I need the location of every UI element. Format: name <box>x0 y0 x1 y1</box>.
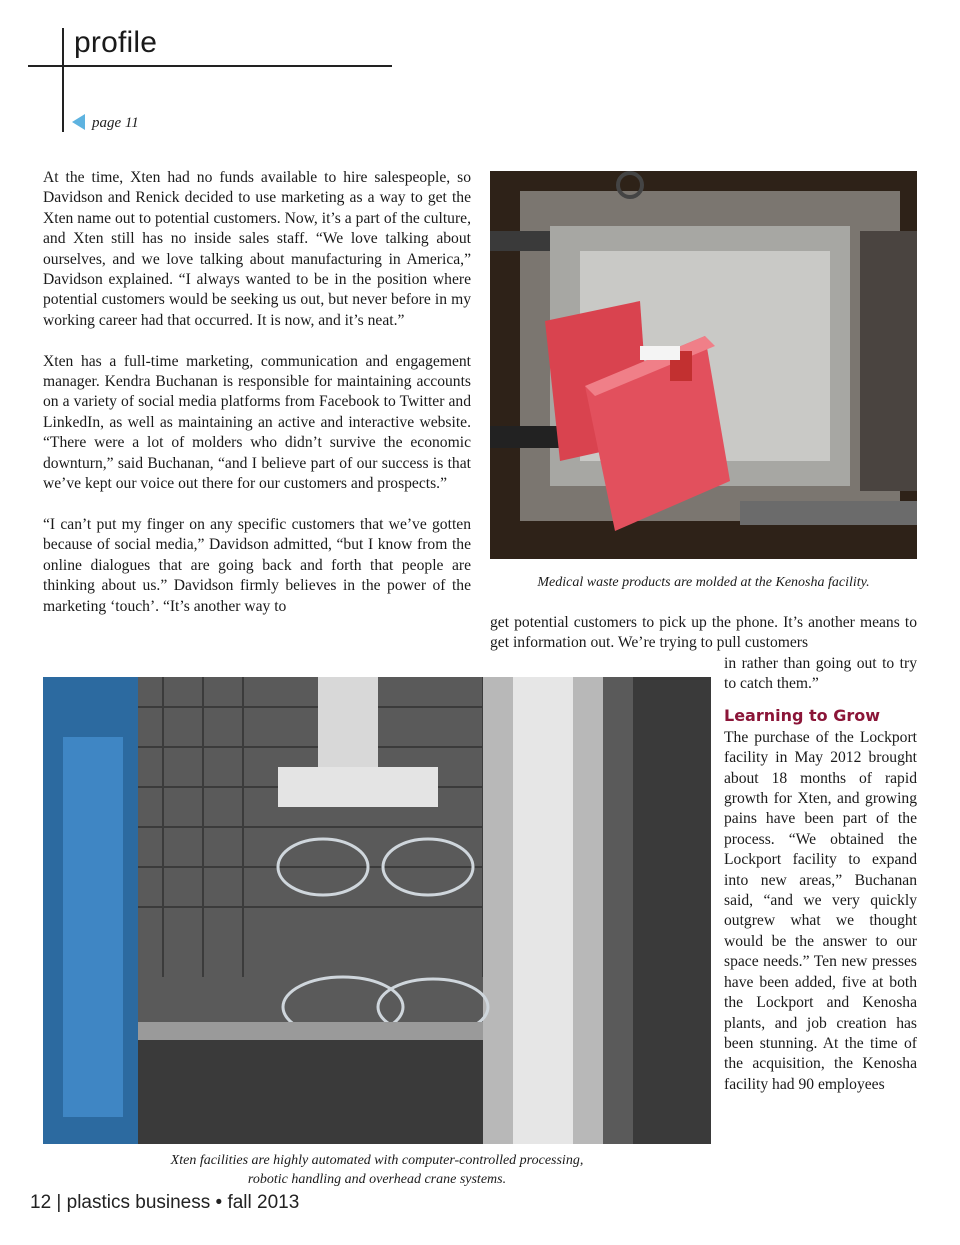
header-rule <box>28 65 392 67</box>
photo2-caption <box>43 1151 711 1189</box>
photo2-caption-line1: Xten facilities are highly automated with computer-controlled processing, <box>170 1153 584 1168</box>
continuation-text: in rather than going out to try to catch them.” <box>724 655 917 693</box>
page-reference-label: page 11 <box>92 115 139 131</box>
robot-illustration <box>43 677 711 1144</box>
left-column <box>43 168 471 637</box>
mid-column: get potential customers to pick up the phone. It’s another means to get information out. We’re trying to pull customers <box>490 614 917 652</box>
section-text: The purchase of the Lockport facility in May 2012 brought about 18 months of rapid growth for Xten, and growing pains have been part of the process. “We obtained the Lockport facility to expand into new areas,” Buchanan said, “and we very quickly outgrew what we thought would be the answer to our space needs.” Ten new presses have been added, five at both the Lockport and Kenosha plants, and job creation has been stunning. At the time of the acquisition, the Kenosha facility had 90 employees <box>724 728 917 1093</box>
robotic-handling-photo <box>43 677 711 1144</box>
medical-waste-mold-photo <box>490 171 917 559</box>
paragraph: At the time, Xten had no funds available to hire salespeople, so Davidson and Renick decided to use marketing as a way to get the Xten name out to potential customers. Now, it’s a part of the culture, and Xten still has no inside sales staff. “We love talking about ourselves, and we love talking about manufacturing in America,” Davidson explained. “I always wanted to be in the position where potential customers would be seeking us out, but never before in my working career had that occurred. It is now, and it’s neat.” <box>43 169 471 329</box>
section-title: profile <box>74 26 158 59</box>
photo1-caption: Medical waste products are molded at the Kenosha facility. <box>537 575 870 590</box>
page-footer: 12 | plastics business • fall 2013 <box>30 1192 300 1213</box>
paragraph: “I can’t put my finger on any specific customers that we’ve gotten because of social media,” Davidson admitted, “but I know from the online dialogues that are going back and forth that people are thinking about us.” Davidson firmly believes in the power of the marketing ‘touch’. “It’s another way to <box>43 515 471 615</box>
photo2-caption-line2: robotic handling and overhead crane systems. <box>247 1172 507 1187</box>
subhead: Learning to Grow <box>724 705 881 725</box>
paragraph: Xten has a full-time marketing, communication and engagement manager. Kendra Buchanan is responsible for maintaining accounts on a variety of social media platforms from Facebook to Twitter and LinkedIn, as well as maintaining an active and interactive website. “There were a lot of molders who didn’t survive the economic downturn,” said Buchanan, “and I believe part of our success is that we’ve kept our voice out there for our customers and prospects.” <box>43 352 471 493</box>
page-reference[interactable] <box>72 114 139 132</box>
right-column <box>724 654 917 1095</box>
mold-illustration <box>490 171 917 559</box>
header-vertical-rule <box>62 28 64 132</box>
left-arrow-icon <box>72 114 85 130</box>
